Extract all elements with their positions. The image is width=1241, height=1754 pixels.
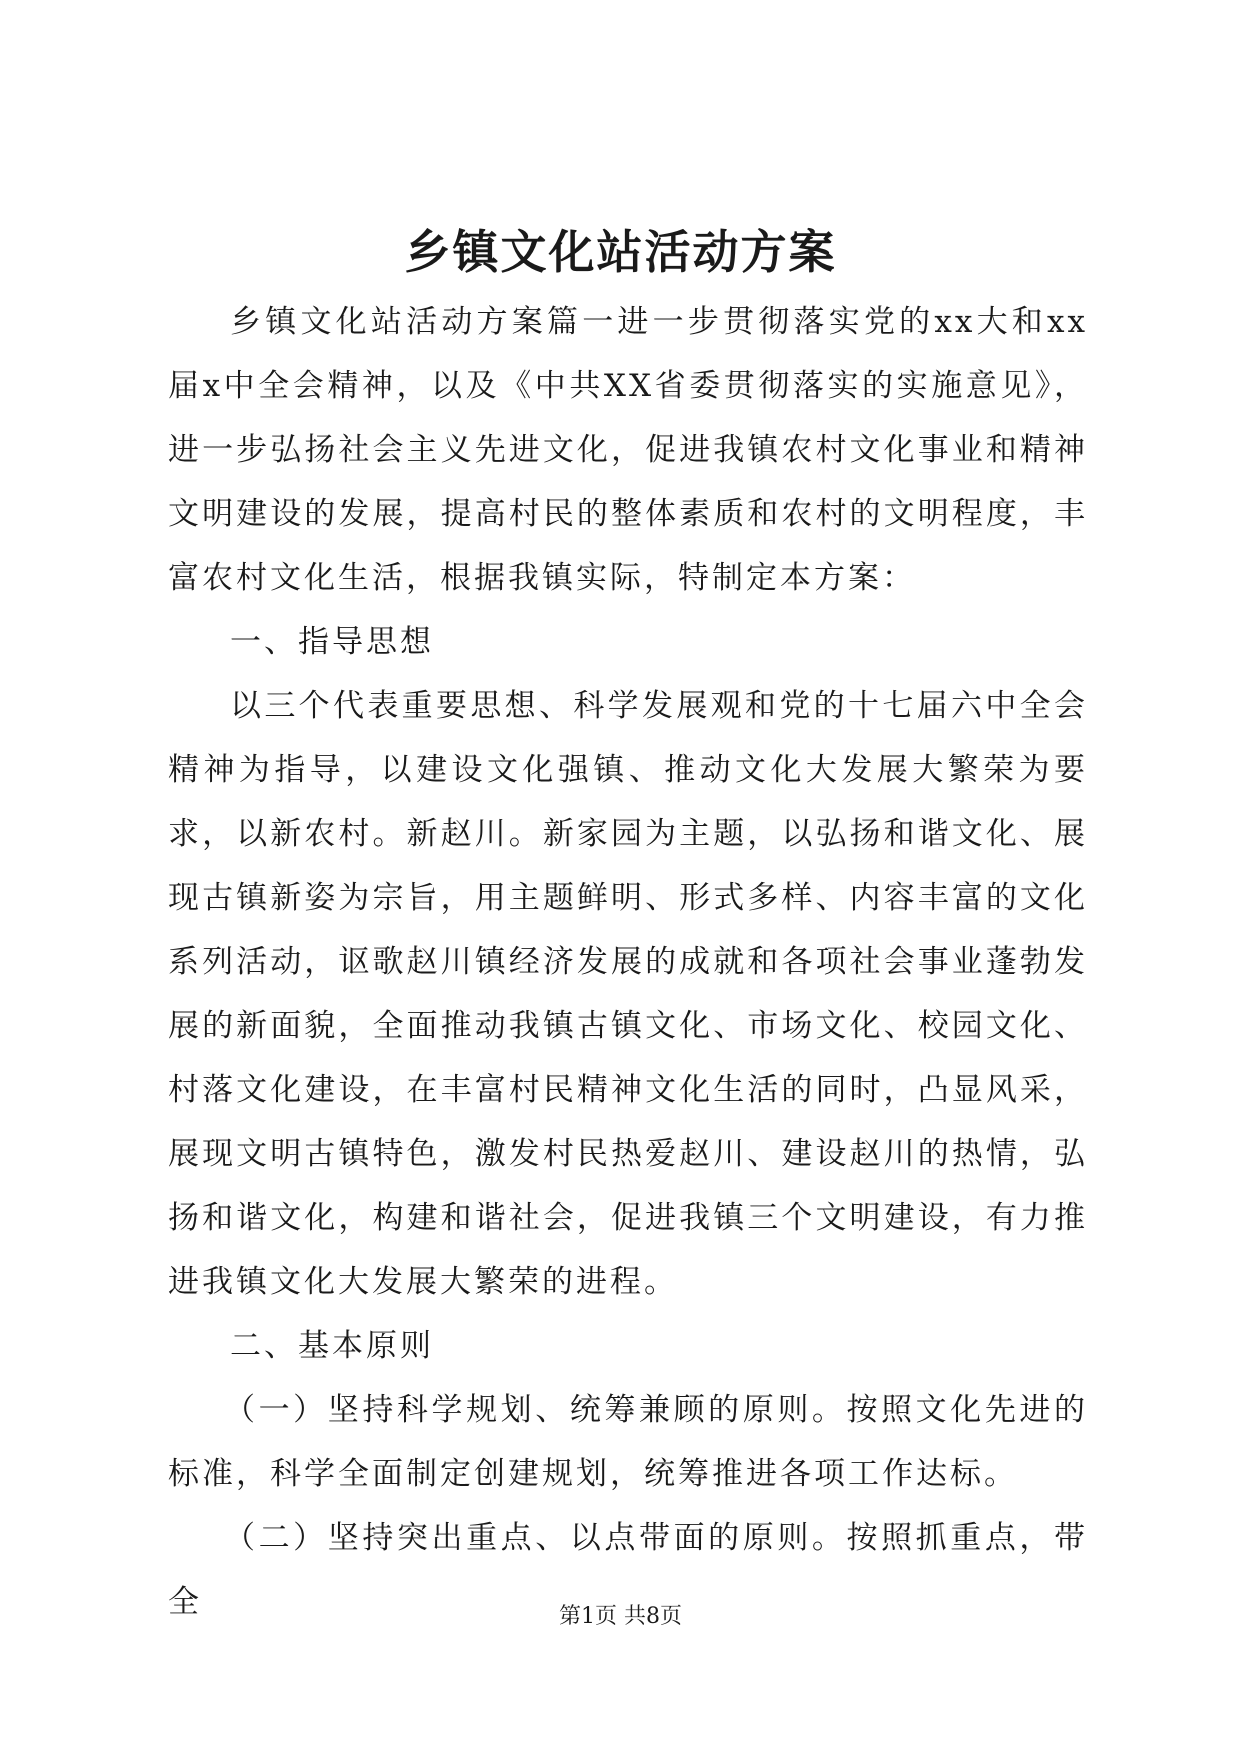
principle-two-paragraph: （二）坚持突出重点、以点带面的原则。按照抓重点，带全: [168, 1520, 1088, 1620]
guiding-ideology-paragraph: 以三个代表重要思想、科学发展观和党的十七届六中全会精神为指导，以建设文化强镇、推动文化大发展大繁荣为要求，以新农村。新赵川。新家园为主题，以弘扬和谐文化、展现古镇新姿为宗旨，用主题鲜明、形式多样、内容丰富的文化系列活动，讴歌赵川镇经济发展的成就和各项社会事业蓬勃发展的新面貌，全面推动我镇古镇文化、市场文化、校园文化、村落文化建设，在丰富村民精神文化生活的同时，凸显风采，展现文明古镇特色，激发村民热爱赵川、建设赵川的热情，弘扬和谐文化，构建和谐社会，促进我镇三个文明建设，有力推进我镇文化大发展大繁荣的进程。: [168, 688, 1088, 1300]
page-title: 乡镇文化站活动方案: [404, 225, 837, 279]
principle-one-paragraph: （一）坚持科学规划、统筹兼顾的原则。按照文化先进的标准，科学全面制定创建规划，统筹推进各项工作达标。: [168, 1392, 1088, 1492]
intro-paragraph: 乡镇文化站活动方案篇一进一步贯彻落实党的xx大和xx届x中全会精神，以及《中共XX省委贯彻落实的实施意见》，进一步弘扬社会主义先进文化，促进我镇农村文化事业和精神文明建设的发展，提高村民的整体素质和农村的文明程度，丰富农村文化生活，根据我镇实际，特制定本方案：: [168, 304, 1088, 596]
section-heading-basic-principles: 二、基本原则: [230, 1328, 434, 1364]
section-heading-guiding-ideology: 一、指导思想: [230, 624, 434, 660]
page-footer: 第1页 共8页: [559, 1604, 682, 1629]
document-body: [168, 290, 1088, 1634]
